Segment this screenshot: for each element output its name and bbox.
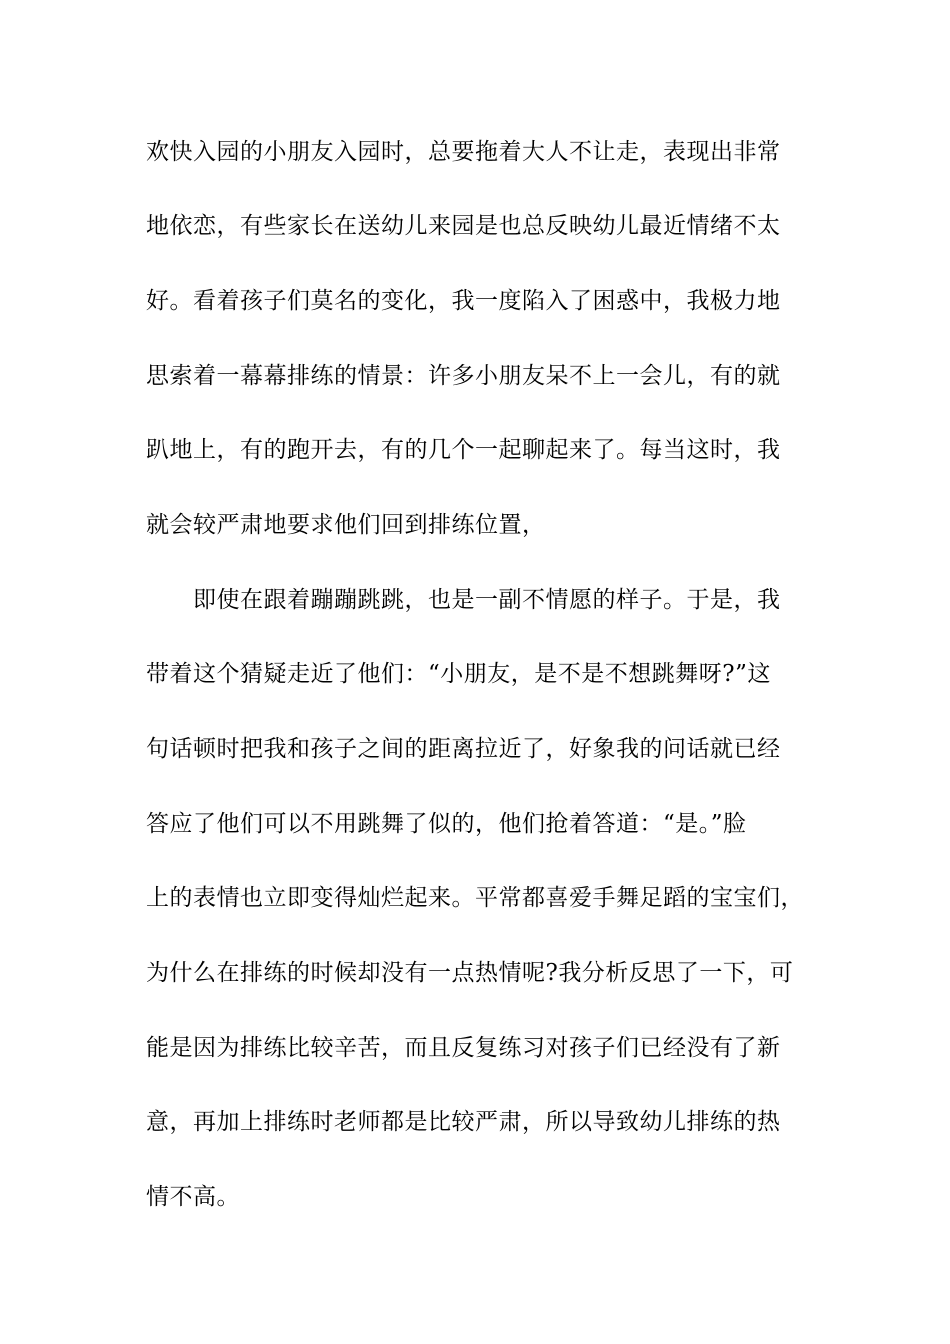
text-line: 意，再加上排练时老师都是比较严肃，所以导致幼儿排练的热 bbox=[146, 1109, 781, 1135]
text-line: 地依恋，有些家长在送幼儿来园是也总反映幼儿最近情绪不太 bbox=[146, 213, 781, 239]
text-line: 欢快入园的小朋友入园时，总要拖着大人不让走，表现出非常 bbox=[146, 139, 781, 165]
text-line: 句话顿时把我和孩子之间的距离拉近了，好象我的问话就已经 bbox=[146, 736, 781, 762]
text-line: 思索着一幕幕排练的情景：许多小朋友呆不上一会儿，有的就 bbox=[146, 363, 781, 389]
text-line: 带着这个猜疑走近了他们：“小朋友，是不是不想跳舞呀?”这 bbox=[146, 661, 771, 687]
text-line: 趴地上，有的跑开去，有的几个一起聊起来了。每当这时，我 bbox=[146, 437, 781, 463]
text-line: 答应了他们可以不用跳舞了似的，他们抢着答道：“是。”脸 bbox=[146, 811, 747, 837]
text-line: 为什么在排练的时候却没有一点热情呢?我分析反思了一下，可 bbox=[146, 960, 794, 986]
text-line: 上的表情也立即变得灿烂起来。平常都喜爱手舞足蹈的宝宝们， bbox=[146, 885, 804, 911]
text-line: 即使在跟着蹦蹦跳跳，也是一副不情愿的样子。于是，我 bbox=[193, 587, 781, 613]
text-line: 情不高。 bbox=[146, 1184, 240, 1210]
text-line: 能是因为排练比较辛苦，而且反复练习对孩子们已经没有了新 bbox=[146, 1035, 781, 1061]
text-line: 好。看着孩子们莫名的变化，我一度陷入了困惑中，我极力地 bbox=[146, 288, 781, 314]
text-line: 就会较严肃地要求他们回到排练位置， bbox=[146, 512, 546, 538]
